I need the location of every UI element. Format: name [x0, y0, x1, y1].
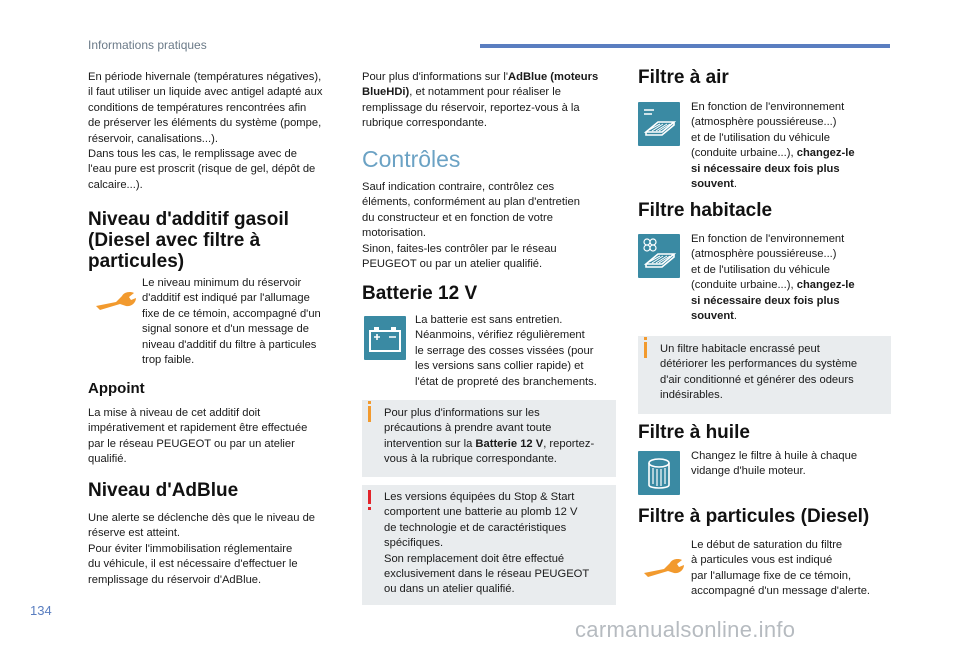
info-note-batterie: Pour plus d'informations sur les précautions à prendre avant toute intervention sur la Batterie 12 V, reportez- vous à la rubrique correspondante. [362, 400, 616, 477]
title-filtre-particules: Filtre à particules (Diesel) [638, 506, 870, 527]
wrench-icon [94, 288, 138, 310]
warning-icon [368, 490, 371, 504]
additif-text: Le niveau minimum du réservoir d'additif est indiqué par l'allumage fixe de ce témoin, accompagné d'un signal sonore et d'un message de niveau d'additif du filtre à particules trop faible. [142, 277, 321, 367]
adblue-more-text: Pour plus d'informations sur l'AdBlue (moteurs BlueHDi), et notamment pour réaliser le remplissage du réservoir, reportez-vous à la rubrique correspondante. [362, 71, 599, 130]
intro-paragraph: En période hivernale (températures négatives), il faut utiliser un liquide avec antigel adapté aux conditions de températures rencontrées afin de préserver les éléments du système (pompe, réservoir, canalisations...). Dans tous les cas, le remplissage avec de l'eau pure est proscrit (risque de gel, dépôt de calcaire...). [88, 71, 323, 191]
title-appoint: Appoint [88, 380, 145, 397]
title-additif: Niveau d'additif gasoil (Diesel avec filtre à particules) [88, 209, 289, 272]
warning-note-stopstart: Les versions équipées du Stop & Start comportent une batterie au plomb 12 V de technologie et de caractéristiques spécifiques. Son remplacement doit être effectué exclusivement dans le réseau PEUGEOT ou dans un atelier qualifié. [362, 485, 616, 605]
adblue-text: Une alerte se déclenche dès que le niveau de réserve est atteint. Pour éviter l'immobilisation réglementaire du véhicule, il est nécessaire d'effectuer le remplissage du réservoir d'AdBlue. [88, 512, 316, 586]
title-filtre-air: Filtre à air [638, 67, 729, 88]
title-filtre-habitacle: Filtre habitacle [638, 200, 773, 221]
section-header: Informations pratiques [88, 38, 207, 52]
wrench-icon [642, 555, 686, 577]
cabin-filter-icon [638, 234, 680, 278]
particules-text: Le début de saturation du filtre à particules vous est indiqué par l'allumage fixe de ce témoin, accompagné d'un message d'alerte. [691, 539, 871, 598]
habitacle-text: En fonction de l'environnement (atmosphère poussiéreuse...) et de l'utilisation du véhicule (conduite urbaine...), changez-le si nécessaire deux fois plus souvent. [691, 233, 855, 323]
air-text: En fonction de l'environnement (atmosphère poussiéreuse...) et de l'utilisation du véhicule (conduite urbaine...), changez-le si nécessaire deux fois plus souvent. [691, 101, 855, 191]
title-controles: Contrôles [362, 146, 461, 172]
watermark: carmanualsonline.info [575, 617, 796, 642]
appoint-text: La mise à niveau de cet additif doit impérativement et rapidement être effectuée par le réseau PEUGEOT ou par un atelier qualifié. [88, 407, 308, 466]
title-batterie: Batterie 12 V [362, 283, 478, 304]
controles-text: Sauf indication contraire, contrôlez ces éléments, conformément au plan d'entretien du constructeur et en fonction de votre motorisation. Sinon, faites-les contrôler par le réseau PEUGEOT ou par un atelier qualifié. [362, 181, 580, 271]
air-filter-icon [638, 102, 680, 146]
huile-text: Changez le filtre à huile à chaque vidange d'huile moteur. [691, 450, 858, 478]
page-number: 134 [30, 603, 52, 618]
oil-filter-icon [638, 451, 680, 495]
battery-icon [364, 316, 406, 360]
info-icon [644, 342, 647, 358]
info-note-habitacle: Un filtre habitacle encrassé peut détériorer les performances du système d'air conditionné et générer des odeurs indésirables. [638, 336, 891, 414]
info-icon [368, 406, 371, 422]
batterie-text: La batterie est sans entretien. Néanmoins, vérifiez régulièrement le serrage des cosses vissées (pour les versions sans collier rapide) et l'état de propreté des branchements. [415, 314, 597, 388]
header-bar [480, 44, 890, 48]
title-filtre-huile: Filtre à huile [638, 422, 750, 443]
title-adblue: Niveau d'AdBlue [88, 480, 239, 501]
